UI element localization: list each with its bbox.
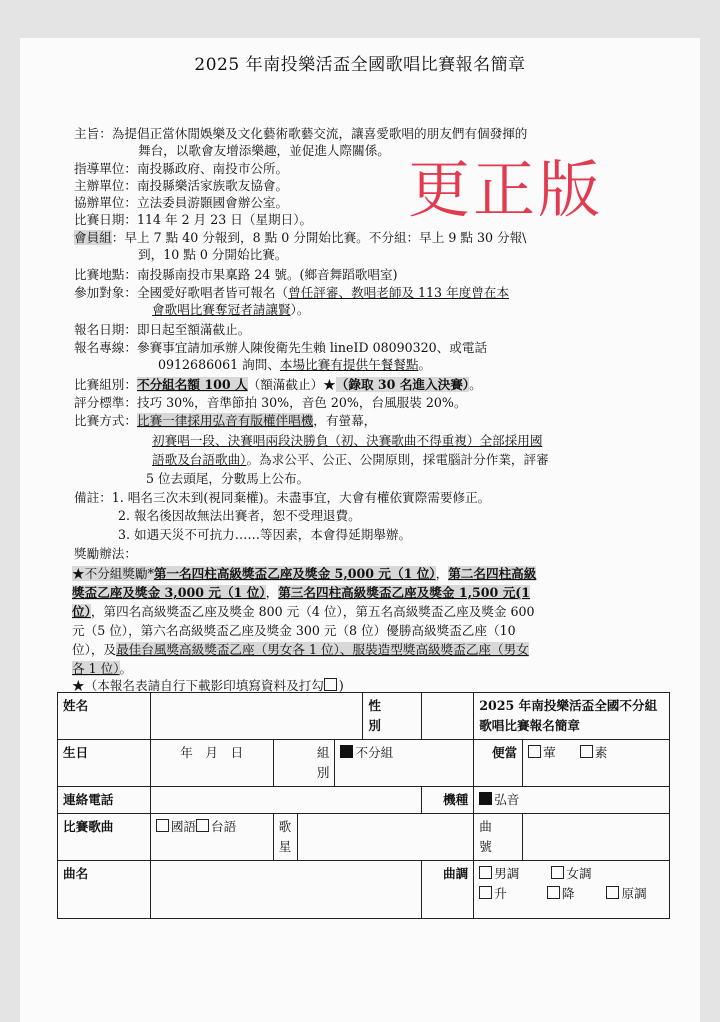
contest-groups-end: 。: [469, 377, 482, 392]
song-no-label: 曲 號: [474, 814, 523, 861]
meal-options: [523, 740, 670, 787]
singer-label: 歌 星: [273, 814, 297, 861]
group-value: 不分組: [355, 745, 394, 760]
eligibility-end: ）。: [290, 302, 310, 317]
male-key-checkbox[interactable]: [479, 866, 492, 879]
award-second: 第二名四柱高級: [448, 566, 537, 581]
group-checkbox[interactable]: [340, 745, 353, 758]
award-first: 第一名四柱高級獎盃乙座及獎金 5,000 元（1 位）: [153, 566, 436, 581]
registration-phone: 0912686061 詢問、: [158, 357, 280, 372]
key-original-label: 原調: [621, 886, 647, 901]
member-group-line-2: 到，10 點 0 分開始比賽。: [138, 247, 288, 262]
award-best-style: 最佳台風獎高級獎盃乙座（男女各 1 位）、服裝造型獎高級獎盃乙座（男女: [116, 642, 529, 657]
name-label: 姓名: [58, 693, 151, 740]
award-third: 第三名四柱高級獎盃乙座及獎金 1,500 元(1: [278, 585, 531, 600]
male-key-label: 男調: [494, 866, 520, 881]
name-field[interactable]: [150, 693, 363, 740]
mandarin-label: 國語: [170, 819, 196, 834]
meat-label: 葷: [543, 745, 556, 760]
eligibility-restriction-2: 會歌唱比賽奪冠者請讓賢: [152, 302, 291, 317]
correction-stamp: 更正版: [408, 153, 604, 226]
contest-format-line-2: [152, 432, 542, 449]
contest-date: 比賽日期：114 年 2 月 23 日（星期日）。: [74, 212, 313, 227]
singer-field[interactable]: [297, 814, 474, 861]
song-no-field[interactable]: [523, 814, 670, 861]
award-line-6: [72, 659, 132, 678]
member-group-text: ：早上 7 點 40 分報到，8 點 0 分開始比賽。不分組：早上 9 點 30 分報\: [111, 230, 527, 245]
award-line-3: [72, 602, 535, 621]
song-name-field[interactable]: [150, 861, 421, 919]
birthday-label: 生日: [58, 740, 151, 787]
registration-line-2: [158, 356, 431, 373]
key-up-label: 升: [494, 886, 507, 901]
mandarin-checkbox[interactable]: [156, 819, 169, 832]
remark-2: 2. 報名後因故無法出賽者，恕不受理退費。: [118, 508, 361, 523]
taiwanese-label: 台語: [211, 819, 237, 834]
award-line-2: [72, 583, 530, 602]
award-group: ★不分組獎勵*: [72, 566, 154, 581]
taiwanese-checkbox[interactable]: [196, 819, 209, 832]
veg-checkbox[interactable]: [580, 745, 593, 758]
group-label: 組 別: [273, 740, 335, 787]
member-group-label: 會員組: [74, 230, 112, 245]
machine-checkbox[interactable]: [479, 792, 492, 805]
fairness-text: 。為求公平、公正、公開原則，採電腦計分作業，評審: [246, 452, 549, 467]
contest-venue: 比賽地點：南投縣南投市果稟路 24 號。(鄉音舞蹈歌唱室): [74, 267, 398, 282]
award-second-2: 獎盃乙座及獎金 3,000 元（1 位）: [72, 585, 266, 600]
form-title: 2025 年南投樂活盃全國不分組歌唱比賽報名簡章: [474, 693, 670, 740]
group-field: [335, 740, 474, 787]
guidance-unit: 指導單位：南投縣政府、南投市公所。: [74, 161, 289, 176]
award-line-4: 元（5 位），第六名高級獎盃乙座及獎金 300 元（8 位）優勝高級獎盃乙座（10: [72, 623, 516, 638]
quota-note: （額滿截止）★: [247, 377, 336, 392]
contest-format-line-4: 5 位去頭尾，分數馬上公布。: [146, 471, 310, 486]
key-down-label: 降: [561, 886, 575, 901]
remark-3: 3. 如遇天災不可抗力……等因素，本會得延期舉辦。: [118, 527, 412, 542]
machine-field: [474, 787, 670, 814]
meal-label: 便當: [474, 740, 523, 787]
gender-field[interactable]: [422, 693, 474, 740]
eligibility-line-2: [152, 301, 309, 318]
award-line-5: [72, 640, 529, 659]
song-name-label: 曲名: [58, 861, 151, 919]
purpose-line-2: 舞台，以歌會友增添樂趣，並促進人際關係。: [138, 143, 390, 158]
meat-checkbox[interactable]: [528, 745, 541, 758]
contest-groups: [74, 376, 482, 393]
song-language: [150, 814, 273, 861]
award-line-1: [72, 564, 536, 583]
quota-text: 不分組名額 100 人: [136, 377, 248, 392]
award-sep-1: ，: [435, 566, 449, 581]
finals-quota: （錄取 30 名進入決賽）: [335, 377, 470, 392]
form-note-text: ★（本報名表請自行下載影印填寫資料及打勾: [72, 678, 324, 693]
purpose-line-1: 主旨：為提倡正當休閒娛樂及文化藝術歌藝交流，讓喜愛歌唱的朋友們有個發揮的: [74, 126, 528, 141]
registration-form: [57, 692, 670, 919]
key-up-checkbox[interactable]: [479, 886, 492, 899]
award-end: 。: [119, 661, 133, 676]
contest-format-line-1: [74, 412, 376, 429]
karaoke-machine-text: 比賽一律採用弘音有版權伴唱機: [136, 413, 314, 428]
song-label: 比賽歌曲: [58, 814, 151, 861]
key-options: [474, 861, 670, 919]
screen-text: ，有螢幕，: [313, 413, 377, 428]
eligibility-line-1: [74, 284, 509, 301]
rounds-text: 初賽唱一段、決賽唱兩段決勝負（初、決賽歌曲不得重複）全部採用國: [152, 433, 543, 448]
remark-1: 備註：1. 唱名三次未到(視同棄權)。未盡事宜，大會有權依實際需要修正。: [74, 490, 491, 505]
scoring-criteria: 評分標準：技巧 30%，音準節拍 30%，音色 20%，台風服裝 20%。: [74, 395, 467, 410]
machine-value: 弘音: [494, 792, 520, 807]
eligibility-text: 參加對象：全國愛好歌唱者皆可報名（: [74, 285, 289, 300]
award-and: 位），及: [72, 642, 117, 657]
co-host-unit: 協辦單位：立法委員游顥國會辦公室。: [74, 195, 289, 210]
host-unit: 主辦單位：南投縣樂活家族歌友協會。: [74, 178, 289, 193]
contest-format-line-3: [152, 451, 549, 468]
language-text: 語歌及台語歌曲）: [152, 452, 247, 467]
award-fourth-fifth: ，第四名高級獎盃乙座及獎金 800 元（4 位），第五名高級獎盃乙座及獎金 600: [90, 604, 535, 619]
machine-label: 機種: [422, 787, 474, 814]
phone-label: 連絡電話: [58, 787, 151, 814]
female-key-label: 女調: [566, 866, 592, 881]
registration-end: 。: [418, 357, 432, 372]
key-down-checkbox[interactable]: [547, 886, 560, 899]
award-sep-2: ，: [265, 585, 279, 600]
phone-field[interactable]: [150, 787, 421, 814]
form-note: ★（本報名表請自行下載影印填寫資料及打勾 ): [72, 678, 344, 693]
lunch-notice: 本場比賽有提供午餐餐點: [279, 357, 419, 372]
award-best-style-2: 各 1 位）: [72, 661, 120, 676]
contest-format-label: 比賽方式：: [74, 413, 137, 428]
member-group-line: [74, 229, 526, 246]
key-label: 曲調: [422, 861, 474, 919]
registration-line-1: 報名專線：參賽事宜請加承辦人陳俊衛先生賴 lineID 08090320、或電話: [74, 340, 488, 355]
contest-groups-label: 比賽組別：: [74, 377, 137, 392]
birthday-field[interactable]: 年 月 日: [150, 740, 273, 787]
awards-label: 獎勵辦法：: [74, 546, 137, 561]
veg-label: 素: [594, 745, 608, 760]
female-key-checkbox[interactable]: [551, 866, 564, 879]
registration-date: 報名日期：即日起至額滿截止。: [74, 322, 251, 337]
eligibility-restriction: 曾任評審、教唱老師及 113 年度曾在本: [288, 285, 510, 300]
gender-label: 性 別: [363, 693, 422, 740]
award-third-2: 位）: [72, 604, 91, 619]
tick-checkbox[interactable]: [324, 678, 337, 691]
page-title: 2025 年南投樂活盃全國歌唱比賽報名簡章: [194, 55, 526, 75]
key-original-checkbox[interactable]: [606, 886, 619, 899]
